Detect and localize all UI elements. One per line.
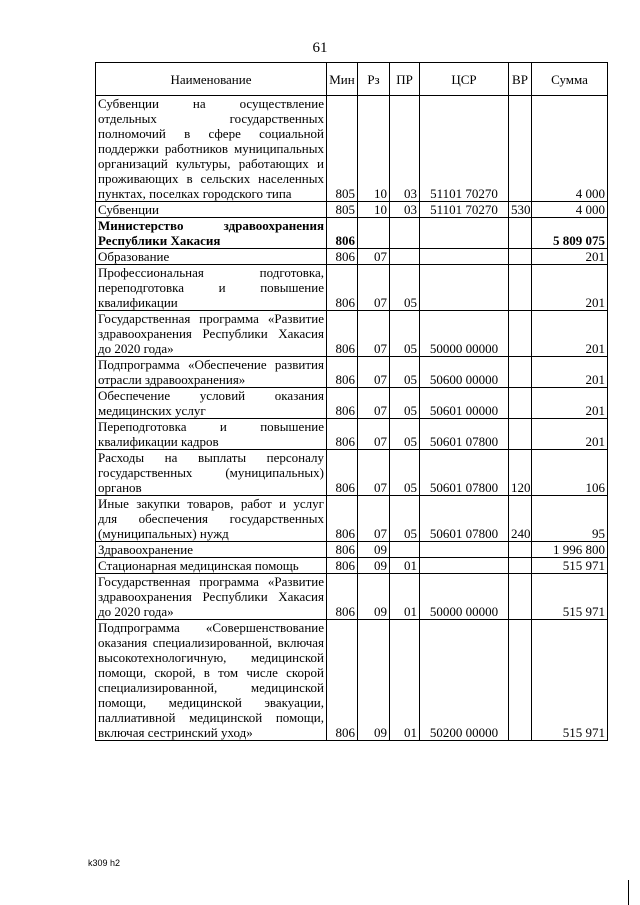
cell-min: 806 bbox=[327, 218, 358, 249]
cell-vr bbox=[509, 357, 532, 388]
cell-name: Государственная программа «Развитие здравоохранения Республики Хакасия до 2020 года» bbox=[96, 574, 327, 620]
cell-vr bbox=[509, 311, 532, 357]
budget-table bbox=[95, 62, 608, 741]
cell-min: 806 bbox=[327, 496, 358, 542]
cell-csr: 51101 70270 bbox=[420, 202, 509, 218]
table-row bbox=[96, 249, 608, 265]
cell-name: Иные закупки товаров, работ и услуг для обеспечения государственных (муниципальных) нужд bbox=[96, 496, 327, 542]
table-row bbox=[96, 496, 608, 542]
cell-pr: 05 bbox=[390, 388, 420, 419]
cell-pr bbox=[390, 542, 420, 558]
cell-sum: 95 bbox=[532, 496, 608, 542]
cell-vr bbox=[509, 96, 532, 202]
cell-sum: 201 bbox=[532, 357, 608, 388]
cell-vr: 530 bbox=[509, 202, 532, 218]
table-row bbox=[96, 357, 608, 388]
page-number: 61 bbox=[312, 40, 328, 56]
cell-min: 805 bbox=[327, 96, 358, 202]
cell-name: Здравоохранение bbox=[96, 542, 327, 558]
cell-rz: 07 bbox=[358, 311, 390, 357]
cell-pr: 01 bbox=[390, 574, 420, 620]
cell-csr: 51101 70270 bbox=[420, 96, 509, 202]
cell-pr: 05 bbox=[390, 357, 420, 388]
cell-min: 806 bbox=[327, 558, 358, 574]
footer-code: k309 h2 bbox=[88, 858, 121, 868]
cell-csr: 50601 07800 bbox=[420, 496, 509, 542]
cell-sum: 201 bbox=[532, 265, 608, 311]
table-row bbox=[96, 558, 608, 574]
cell-min: 806 bbox=[327, 249, 358, 265]
cell-sum: 201 bbox=[532, 419, 608, 450]
cell-rz: 09 bbox=[358, 574, 390, 620]
cell-name: Государственная программа «Развитие здравоохранения Республики Хакасия до 2020 года» bbox=[96, 311, 327, 357]
cell-vr bbox=[509, 249, 532, 265]
table-row bbox=[96, 419, 608, 450]
cell-min: 806 bbox=[327, 574, 358, 620]
cell-pr: 03 bbox=[390, 96, 420, 202]
cell-pr: 03 bbox=[390, 202, 420, 218]
header-row bbox=[96, 63, 608, 96]
header-min: Мин bbox=[327, 63, 358, 96]
table-row bbox=[96, 218, 608, 249]
cell-min: 806 bbox=[327, 265, 358, 311]
cell-name: Подпрограмма «Обеспечение развития отрасли здравоохранения» bbox=[96, 357, 327, 388]
cell-csr: 50601 00000 bbox=[420, 388, 509, 419]
header-pr: ПР bbox=[390, 63, 420, 96]
cell-name: Расходы на выплаты персоналу государственных (муниципальных) органов bbox=[96, 450, 327, 496]
table-row bbox=[96, 265, 608, 311]
cell-min: 806 bbox=[327, 542, 358, 558]
cell-name: Переподготовка и повышение квалификации кадров bbox=[96, 419, 327, 450]
cell-min: 806 bbox=[327, 311, 358, 357]
cell-vr bbox=[509, 419, 532, 450]
cell-rz: 10 bbox=[358, 202, 390, 218]
cell-rz: 07 bbox=[358, 450, 390, 496]
header-name: Наименование bbox=[96, 63, 327, 96]
table-row bbox=[96, 311, 608, 357]
cell-rz: 09 bbox=[358, 620, 390, 741]
cell-vr: 240 bbox=[509, 496, 532, 542]
cell-sum: 1 996 800 bbox=[532, 542, 608, 558]
cell-csr bbox=[420, 265, 509, 311]
cell-csr bbox=[420, 249, 509, 265]
header-rz: Рз bbox=[358, 63, 390, 96]
cell-vr bbox=[509, 542, 532, 558]
cell-sum: 201 bbox=[532, 311, 608, 357]
cell-pr: 05 bbox=[390, 311, 420, 357]
cell-min: 806 bbox=[327, 419, 358, 450]
cell-rz: 07 bbox=[358, 357, 390, 388]
cell-vr bbox=[509, 388, 532, 419]
cell-rz: 07 bbox=[358, 265, 390, 311]
cell-vr bbox=[509, 558, 532, 574]
cell-pr: 05 bbox=[390, 265, 420, 311]
cell-rz: 07 bbox=[358, 388, 390, 419]
cell-rz: 09 bbox=[358, 558, 390, 574]
cell-sum: 201 bbox=[532, 388, 608, 419]
cell-sum: 4 000 bbox=[532, 96, 608, 202]
cell-vr bbox=[509, 620, 532, 741]
cell-name: Обеспечение условий оказания медицинских услуг bbox=[96, 388, 327, 419]
cell-sum: 515 971 bbox=[532, 574, 608, 620]
cell-csr: 50600 00000 bbox=[420, 357, 509, 388]
page-edge-mark bbox=[628, 880, 629, 905]
cell-csr bbox=[420, 218, 509, 249]
cell-csr: 50601 07800 bbox=[420, 419, 509, 450]
cell-sum: 201 bbox=[532, 249, 608, 265]
cell-rz: 10 bbox=[358, 96, 390, 202]
cell-name: Профессиональная подготовка, переподготовка и повышение квалификации bbox=[96, 265, 327, 311]
table-row bbox=[96, 620, 608, 741]
cell-pr: 01 bbox=[390, 620, 420, 741]
cell-vr: 120 bbox=[509, 450, 532, 496]
cell-pr: 05 bbox=[390, 419, 420, 450]
cell-min: 806 bbox=[327, 450, 358, 496]
cell-rz: 07 bbox=[358, 419, 390, 450]
cell-name: Подпрограмма «Совершенствование оказания специализированной, включая высокотехнологичную, медицинской помощи, скорой, в том числе скорой специализированной, медицинской помощи, медицинской эвакуации, паллиативной медицинской помощи, включая сестринский уход» bbox=[96, 620, 327, 741]
cell-pr: 01 bbox=[390, 558, 420, 574]
cell-sum: 515 971 bbox=[532, 620, 608, 741]
cell-vr bbox=[509, 265, 532, 311]
cell-rz: 09 bbox=[358, 542, 390, 558]
cell-pr: 05 bbox=[390, 496, 420, 542]
cell-min: 806 bbox=[327, 620, 358, 741]
cell-rz: 07 bbox=[358, 496, 390, 542]
cell-pr bbox=[390, 249, 420, 265]
cell-vr bbox=[509, 218, 532, 249]
cell-csr: 50601 07800 bbox=[420, 450, 509, 496]
cell-rz: 07 bbox=[358, 249, 390, 265]
cell-min: 806 bbox=[327, 357, 358, 388]
cell-csr: 50000 00000 bbox=[420, 311, 509, 357]
cell-sum: 4 000 bbox=[532, 202, 608, 218]
cell-pr: 05 bbox=[390, 450, 420, 496]
cell-sum: 515 971 bbox=[532, 558, 608, 574]
table-row bbox=[96, 542, 608, 558]
cell-csr: 50000 00000 bbox=[420, 574, 509, 620]
cell-name: Субвенции bbox=[96, 202, 327, 218]
table-row bbox=[96, 388, 608, 419]
cell-rz bbox=[358, 218, 390, 249]
header-csr: ЦСР bbox=[420, 63, 509, 96]
cell-csr: 50200 00000 bbox=[420, 620, 509, 741]
cell-sum: 5 809 075 bbox=[532, 218, 608, 249]
table-row bbox=[96, 96, 608, 202]
cell-name: Субвенции на осуществление отдельных государственных полномочий в сфере социальной поддержки работников муниципальных организаций культуры, работающих и проживающих в сельских населенных пунктах, поселках городского типа bbox=[96, 96, 327, 202]
cell-name: Образование bbox=[96, 249, 327, 265]
table-row bbox=[96, 202, 608, 218]
header-vr: ВР bbox=[509, 63, 532, 96]
cell-min: 806 bbox=[327, 388, 358, 419]
cell-min: 805 bbox=[327, 202, 358, 218]
cell-csr bbox=[420, 542, 509, 558]
cell-name: Министерство здравоохранения Республики Хакасия bbox=[96, 218, 327, 249]
cell-name: Стационарная медицинская помощь bbox=[96, 558, 327, 574]
header-sum: Сумма bbox=[532, 63, 608, 96]
cell-pr bbox=[390, 218, 420, 249]
cell-vr bbox=[509, 574, 532, 620]
table-row bbox=[96, 450, 608, 496]
cell-sum: 106 bbox=[532, 450, 608, 496]
cell-csr bbox=[420, 558, 509, 574]
table-row bbox=[96, 574, 608, 620]
